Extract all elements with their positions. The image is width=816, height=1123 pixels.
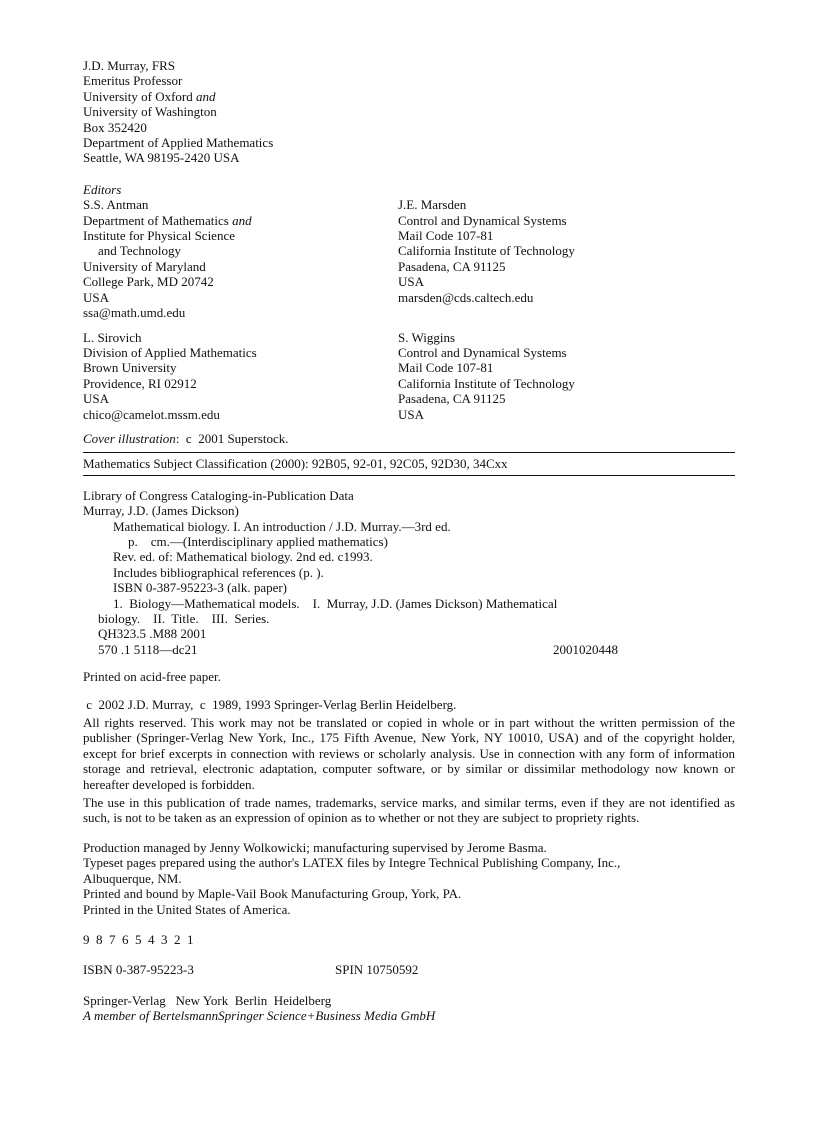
- isbn: ISBN 0-387-95223-3: [83, 962, 194, 978]
- editor-address-line: and Technology: [98, 243, 181, 259]
- editor-sirovich: [83, 330, 398, 422]
- latex-logo: LATEX: [302, 855, 344, 871]
- editor-address-line: Pasadena, CA 91125: [398, 391, 506, 407]
- acid-free-note: Printed on acid-free paper.: [83, 669, 221, 685]
- printing-line: 9 8 7 6 5 4 3 2 1: [83, 931, 194, 947]
- cip-line: QH323.5 .M88 2001: [98, 626, 207, 642]
- editor-address-line: USA: [398, 406, 425, 422]
- cip-line: 1. Biology—Mathematical models. I. Murray, J.D. (James Dickson) Mathematical: [113, 595, 558, 611]
- editor-name: S. Wiggins: [398, 329, 456, 345]
- editor-address-line: University of Maryland: [83, 258, 206, 274]
- editors-heading: Editors: [83, 181, 122, 197]
- author-block: [83, 58, 735, 166]
- production-line: Albuquerque, NM.: [83, 870, 182, 886]
- cip-line: ISBN 0-387-95223-3 (alk. paper): [113, 580, 288, 596]
- editor-name: J.E. Marsden: [398, 197, 467, 213]
- publisher-line: Springer-Verlag New York Berlin Heidelberg: [83, 992, 332, 1008]
- rights-paragraph: All rights reserved. This work may not be translated or copied in whole or in part without the written permission of the publisher (Springer-Verlag New York, Inc., 175 Fifth Avenue, New York, NY 10010, USA) and of the copyright holder, except for brief excerpts in connection with reviews or scholarly analysis. Use in connection with any form of information storage and retrieval, electronic adaptation, computer software, or by similar or dissimilar methodology now known or hereafter developed is forbidden.: [83, 715, 735, 792]
- editor-name: S.S. Antman: [83, 197, 149, 213]
- editor-address-line: California Institute of Technology: [398, 375, 575, 391]
- editor-address-line: Department of Mathematics and: [83, 212, 252, 228]
- cip-line: Mathematical biology. I. An introduction / J.D. Murray.—3rd ed.: [113, 518, 451, 534]
- author-title: Emeritus Professor: [83, 73, 183, 89]
- editor-address-line: Institute for Physical Science: [83, 228, 235, 244]
- editor-address-line: Providence, RI 02912: [83, 375, 197, 391]
- production-line: Printed in the United States of America.: [83, 901, 291, 917]
- production-credits: [83, 840, 735, 917]
- copyright-line: c 2002 J.D. Murray, c 1989, 1993 Springer-Verlag Berlin Heidelberg.: [83, 696, 457, 712]
- editor-wiggins: [398, 330, 735, 422]
- author-affiliation-1: University of Oxford and: [83, 88, 216, 104]
- editor-address-line: USA: [398, 274, 425, 290]
- production-line: Typeset pages prepared using the author's LATEX files by Integre Technical Publishing Company, Inc.,: [83, 855, 621, 871]
- cip-line: p. cm.—(Interdisciplinary applied mathematics): [128, 533, 388, 549]
- editor-address-line: Brown University: [83, 360, 177, 376]
- trademark-paragraph: The use in this publication of trade names, trademarks, service marks, and similar terms, even if they are not identified as such, is not to be taken as an expression of opinion as to whether or not they are subject to propriety rights.: [83, 795, 735, 826]
- editor-name: L. Sirovich: [83, 329, 142, 345]
- cip-line: biology. II. Title. III. Series.: [98, 611, 270, 626]
- author-box: Box 352420: [83, 119, 147, 135]
- editor-address-line: USA: [83, 289, 110, 305]
- production-line: Printed and bound by Maple-Vail Book Manufacturing Group, York, PA.: [83, 886, 462, 902]
- editor-address-line: Control and Dynamical Systems: [398, 212, 567, 228]
- editors-row-2: [83, 330, 735, 422]
- spin: SPIN 10750592: [335, 962, 419, 978]
- cip-data: [83, 488, 735, 657]
- cover-credit: Cover illustration: c 2001 Superstock.: [83, 430, 289, 446]
- editor-address-line: USA: [83, 391, 110, 407]
- editor-email: marsden@cds.caltech.edu: [398, 289, 534, 305]
- editor-address-line: Division of Applied Mathematics: [83, 344, 257, 360]
- publisher-member-line: A member of BertelsmannSpringer Science+Business Media GmbH: [83, 1008, 436, 1024]
- editors-row-1: [83, 197, 735, 320]
- editor-email: chico@camelot.mssm.edu: [83, 406, 220, 422]
- editor-address-line: Mail Code 107-81: [398, 360, 494, 376]
- cip-classification-row: [83, 642, 735, 657]
- subject-classification: Mathematics Subject Classification (2000): 92B05, 92-01, 92C05, 92D30, 34Cxx: [83, 456, 508, 472]
- editor-address-line: California Institute of Technology: [398, 243, 575, 259]
- cip-line: Murray, J.D. (James Dickson): [83, 503, 239, 519]
- production-line: Production managed by Jenny Wolkowicki; manufacturing supervised by Jerome Basma.: [83, 839, 547, 855]
- editor-antman: [83, 197, 398, 320]
- author-name: J.D. Murray, FRS: [83, 58, 175, 73]
- cip-line: 570 .1 5118—dc21: [98, 641, 198, 657]
- editor-address-line: College Park, MD 20742: [83, 274, 214, 290]
- isbn-row: [83, 962, 735, 977]
- editor-marsden: [398, 197, 735, 320]
- copyright-page: [83, 58, 735, 1024]
- author-department: Department of Applied Mathematics: [83, 135, 274, 151]
- cip-line: Library of Congress Cataloging-in-Publication Data: [83, 487, 354, 503]
- cip-lccn: 2001020448: [553, 641, 618, 657]
- author-affiliation-2: University of Washington: [83, 104, 217, 120]
- editor-address-line: Control and Dynamical Systems: [398, 344, 567, 360]
- editor-address-line: Pasadena, CA 91125: [398, 258, 506, 274]
- author-city: Seattle, WA 98195-2420 USA: [83, 150, 240, 166]
- editor-address-line: Mail Code 107-81: [398, 228, 494, 244]
- cip-line: Includes bibliographical references (p. ).: [113, 564, 324, 580]
- editor-email: ssa@math.umd.edu: [83, 305, 186, 321]
- cip-line: Rev. ed. of: Mathematical biology. 2nd ed. c1993.: [113, 549, 373, 565]
